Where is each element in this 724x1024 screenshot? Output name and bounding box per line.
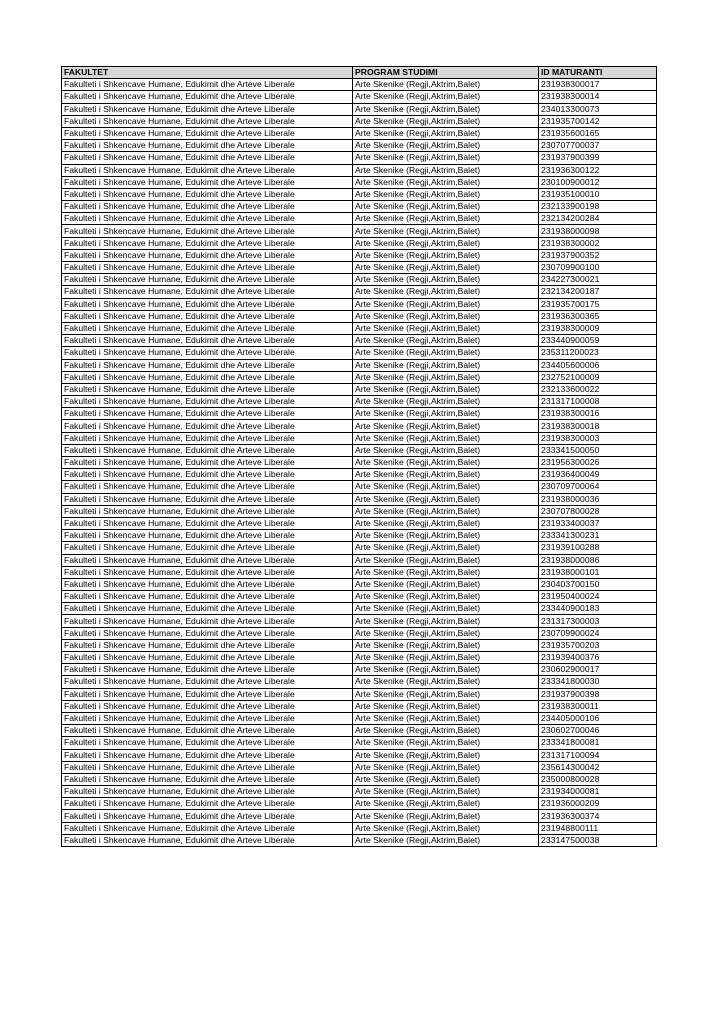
student-id-cell: 231950400024 [539,591,657,603]
faculty-cell: Fakulteti i Shkencave Humane, Edukimit dhe Arteve Liberale [62,639,353,651]
program-cell: Arte Skenike (Regji,Aktrim,Balet) [353,676,539,688]
table-row [62,420,657,432]
program-cell: Arte Skenike (Regji,Aktrim,Balet) [353,688,539,700]
table-row [62,810,657,822]
student-id-cell: 233147500038 [539,834,657,846]
table-row [62,79,657,91]
faculty-cell: Fakulteti i Shkencave Humane, Edukimit dhe Arteve Liberale [62,712,353,724]
program-cell: Arte Skenike (Regji,Aktrim,Balet) [353,700,539,712]
student-id-cell: 231938300011 [539,700,657,712]
table-row [62,91,657,103]
table-row [62,225,657,237]
table-row [62,249,657,261]
program-cell: Arte Skenike (Regji,Aktrim,Balet) [353,79,539,91]
program-cell: Arte Skenike (Regji,Aktrim,Balet) [353,274,539,286]
program-cell: Arte Skenike (Regji,Aktrim,Balet) [353,176,539,188]
student-id-cell: 231935700203 [539,639,657,651]
student-id-cell: 230100900012 [539,176,657,188]
program-cell: Arte Skenike (Regji,Aktrim,Balet) [353,530,539,542]
table-row [62,152,657,164]
faculty-cell: Fakulteti i Shkencave Humane, Edukimit dhe Arteve Liberale [62,603,353,615]
table-row [62,773,657,785]
faculty-cell: Fakulteti i Shkencave Humane, Edukimit dhe Arteve Liberale [62,798,353,810]
student-id-cell: 230707800028 [539,505,657,517]
program-cell: Arte Skenike (Regji,Aktrim,Balet) [353,542,539,554]
faculty-cell: Fakulteti i Shkencave Humane, Edukimit dhe Arteve Liberale [62,152,353,164]
program-cell: Arte Skenike (Regji,Aktrim,Balet) [353,798,539,810]
program-cell: Arte Skenike (Regji,Aktrim,Balet) [353,103,539,115]
table-row [62,457,657,469]
student-id-cell: 231317100094 [539,749,657,761]
faculty-cell: Fakulteti i Shkencave Humane, Edukimit dhe Arteve Liberale [62,298,353,310]
student-id-cell: 231936300122 [539,164,657,176]
program-cell: Arte Skenike (Regji,Aktrim,Balet) [353,493,539,505]
student-id-cell: 233440900183 [539,603,657,615]
program-cell: Arte Skenike (Regji,Aktrim,Balet) [353,237,539,249]
header-faculty: FAKULTET [62,67,353,79]
faculty-cell: Fakulteti i Shkencave Humane, Edukimit dhe Arteve Liberale [62,578,353,590]
student-id-cell: 232134200187 [539,286,657,298]
program-cell: Arte Skenike (Regji,Aktrim,Balet) [353,225,539,237]
student-id-cell: 231935100010 [539,188,657,200]
table-row [62,469,657,481]
faculty-cell: Fakulteti i Shkencave Humane, Edukimit dhe Arteve Liberale [62,262,353,274]
program-cell: Arte Skenike (Regji,Aktrim,Balet) [353,91,539,103]
student-id-cell: 231939100288 [539,542,657,554]
faculty-cell: Fakulteti i Shkencave Humane, Edukimit dhe Arteve Liberale [62,322,353,334]
program-cell: Arte Skenike (Regji,Aktrim,Balet) [353,737,539,749]
table-row [62,664,657,676]
student-id-cell: 235000800028 [539,773,657,785]
table-row [62,298,657,310]
table-row [62,444,657,456]
program-cell: Arte Skenike (Regji,Aktrim,Balet) [353,554,539,566]
table-row [62,725,657,737]
students-table [61,66,657,847]
table-row [62,274,657,286]
student-id-cell: 233341800030 [539,676,657,688]
student-id-cell: 230403700150 [539,578,657,590]
faculty-cell: Fakulteti i Shkencave Humane, Edukimit dhe Arteve Liberale [62,822,353,834]
faculty-cell: Fakulteti i Shkencave Humane, Edukimit dhe Arteve Liberale [62,115,353,127]
student-id-cell: 231938000036 [539,493,657,505]
table-row [62,347,657,359]
program-cell: Arte Skenike (Regji,Aktrim,Balet) [353,444,539,456]
faculty-cell: Fakulteti i Shkencave Humane, Edukimit dhe Arteve Liberale [62,286,353,298]
program-cell: Arte Skenike (Regji,Aktrim,Balet) [353,578,539,590]
faculty-cell: Fakulteti i Shkencave Humane, Edukimit dhe Arteve Liberale [62,700,353,712]
program-cell: Arte Skenike (Regji,Aktrim,Balet) [353,188,539,200]
table-row [62,432,657,444]
program-cell: Arte Skenike (Regji,Aktrim,Balet) [353,627,539,639]
program-cell: Arte Skenike (Regji,Aktrim,Balet) [353,396,539,408]
table-row [62,712,657,724]
table-row [62,834,657,846]
student-id-cell: 231938300014 [539,91,657,103]
student-id-cell: 231935600165 [539,127,657,139]
program-cell: Arte Skenike (Regji,Aktrim,Balet) [353,310,539,322]
student-id-cell: 231935700175 [539,298,657,310]
program-cell: Arte Skenike (Regji,Aktrim,Balet) [353,371,539,383]
table-row [62,127,657,139]
faculty-cell: Fakulteti i Shkencave Humane, Edukimit dhe Arteve Liberale [62,554,353,566]
program-cell: Arte Skenike (Regji,Aktrim,Balet) [353,152,539,164]
program-cell: Arte Skenike (Regji,Aktrim,Balet) [353,322,539,334]
student-id-cell: 235614300042 [539,761,657,773]
program-cell: Arte Skenike (Regji,Aktrim,Balet) [353,408,539,420]
program-cell: Arte Skenike (Regji,Aktrim,Balet) [353,603,539,615]
program-cell: Arte Skenike (Regji,Aktrim,Balet) [353,359,539,371]
table-row [62,335,657,347]
table-row [62,322,657,334]
table-row [62,408,657,420]
program-cell: Arte Skenike (Regji,Aktrim,Balet) [353,481,539,493]
table-row [62,493,657,505]
program-cell: Arte Skenike (Regji,Aktrim,Balet) [353,639,539,651]
table-row [62,761,657,773]
student-id-cell: 231938300009 [539,322,657,334]
program-cell: Arte Skenike (Regji,Aktrim,Balet) [353,262,539,274]
faculty-cell: Fakulteti i Shkencave Humane, Edukimit dhe Arteve Liberale [62,505,353,517]
table-row [62,262,657,274]
table-row [62,700,657,712]
faculty-cell: Fakulteti i Shkencave Humane, Edukimit dhe Arteve Liberale [62,773,353,785]
student-id-cell: 231956300026 [539,457,657,469]
faculty-cell: Fakulteti i Shkencave Humane, Edukimit dhe Arteve Liberale [62,749,353,761]
student-id-cell: 232752100009 [539,371,657,383]
table-row [62,603,657,615]
student-id-cell: 232133600022 [539,383,657,395]
faculty-cell: Fakulteti i Shkencave Humane, Edukimit dhe Arteve Liberale [62,834,353,846]
student-id-cell: 231938300016 [539,408,657,420]
table-row [62,383,657,395]
table-row [62,615,657,627]
faculty-cell: Fakulteti i Shkencave Humane, Edukimit dhe Arteve Liberale [62,725,353,737]
program-cell: Arte Skenike (Regji,Aktrim,Balet) [353,127,539,139]
program-cell: Arte Skenike (Regji,Aktrim,Balet) [353,115,539,127]
table-row [62,822,657,834]
student-id-cell: 230602700046 [539,725,657,737]
table-row [62,188,657,200]
table-row [62,140,657,152]
table-row [62,578,657,590]
program-cell: Arte Skenike (Regji,Aktrim,Balet) [353,834,539,846]
student-id-cell: 233440900059 [539,335,657,347]
student-id-cell: 231948800111 [539,822,657,834]
table-row [62,786,657,798]
student-id-cell: 231937900399 [539,152,657,164]
faculty-cell: Fakulteti i Shkencave Humane, Edukimit dhe Arteve Liberale [62,786,353,798]
program-cell: Arte Skenike (Regji,Aktrim,Balet) [353,566,539,578]
student-id-cell: 231936300365 [539,310,657,322]
program-cell: Arte Skenike (Regji,Aktrim,Balet) [353,712,539,724]
student-id-cell: 234013300073 [539,103,657,115]
student-id-cell: 233341800081 [539,737,657,749]
table-row [62,213,657,225]
faculty-cell: Fakulteti i Shkencave Humane, Edukimit dhe Arteve Liberale [62,127,353,139]
student-id-cell: 231936400049 [539,469,657,481]
student-id-cell: 234405000106 [539,712,657,724]
program-cell: Arte Skenike (Regji,Aktrim,Balet) [353,432,539,444]
table-row [62,505,657,517]
program-cell: Arte Skenike (Regji,Aktrim,Balet) [353,615,539,627]
program-cell: Arte Skenike (Regji,Aktrim,Balet) [353,822,539,834]
faculty-cell: Fakulteti i Shkencave Humane, Edukimit dhe Arteve Liberale [62,188,353,200]
faculty-cell: Fakulteti i Shkencave Humane, Edukimit dhe Arteve Liberale [62,140,353,152]
table-row [62,481,657,493]
student-id-cell: 231938300002 [539,237,657,249]
student-id-cell: 231938300017 [539,79,657,91]
faculty-cell: Fakulteti i Shkencave Humane, Edukimit dhe Arteve Liberale [62,761,353,773]
table-row [62,676,657,688]
table-row [62,176,657,188]
table-row [62,737,657,749]
student-id-cell: 231938000098 [539,225,657,237]
student-id-cell: 230602900017 [539,664,657,676]
program-cell: Arte Skenike (Regji,Aktrim,Balet) [353,761,539,773]
faculty-cell: Fakulteti i Shkencave Humane, Edukimit dhe Arteve Liberale [62,457,353,469]
faculty-cell: Fakulteti i Shkencave Humane, Edukimit dhe Arteve Liberale [62,481,353,493]
faculty-cell: Fakulteti i Shkencave Humane, Edukimit dhe Arteve Liberale [62,396,353,408]
faculty-cell: Fakulteti i Shkencave Humane, Edukimit dhe Arteve Liberale [62,469,353,481]
table-row [62,103,657,115]
student-id-cell: 234227300021 [539,274,657,286]
faculty-cell: Fakulteti i Shkencave Humane, Edukimit dhe Arteve Liberale [62,615,353,627]
student-id-cell: 231317100008 [539,396,657,408]
program-cell: Arte Skenike (Regji,Aktrim,Balet) [353,383,539,395]
table-row [62,554,657,566]
faculty-cell: Fakulteti i Shkencave Humane, Edukimit dhe Arteve Liberale [62,310,353,322]
student-id-cell: 231935700142 [539,115,657,127]
program-cell: Arte Skenike (Regji,Aktrim,Balet) [353,335,539,347]
program-cell: Arte Skenike (Regji,Aktrim,Balet) [353,591,539,603]
program-cell: Arte Skenike (Regji,Aktrim,Balet) [353,773,539,785]
program-cell: Arte Skenike (Regji,Aktrim,Balet) [353,140,539,152]
program-cell: Arte Skenike (Regji,Aktrim,Balet) [353,725,539,737]
program-cell: Arte Skenike (Regji,Aktrim,Balet) [353,517,539,529]
table-row [62,749,657,761]
faculty-cell: Fakulteti i Shkencave Humane, Edukimit dhe Arteve Liberale [62,688,353,700]
faculty-cell: Fakulteti i Shkencave Humane, Edukimit dhe Arteve Liberale [62,542,353,554]
faculty-cell: Fakulteti i Shkencave Humane, Edukimit dhe Arteve Liberale [62,652,353,664]
table-row [62,798,657,810]
table-row [62,286,657,298]
table-row [62,201,657,213]
faculty-cell: Fakulteti i Shkencave Humane, Edukimit dhe Arteve Liberale [62,249,353,261]
student-id-cell: 235311200023 [539,347,657,359]
table-row [62,639,657,651]
faculty-cell: Fakulteti i Shkencave Humane, Edukimit dhe Arteve Liberale [62,530,353,542]
program-cell: Arte Skenike (Regji,Aktrim,Balet) [353,420,539,432]
student-id-cell: 231938000101 [539,566,657,578]
student-id-cell: 231938000086 [539,554,657,566]
table-row [62,652,657,664]
faculty-cell: Fakulteti i Shkencave Humane, Edukimit dhe Arteve Liberale [62,176,353,188]
faculty-cell: Fakulteti i Shkencave Humane, Edukimit dhe Arteve Liberale [62,103,353,115]
table-row [62,237,657,249]
table-row [62,566,657,578]
faculty-cell: Fakulteti i Shkencave Humane, Edukimit dhe Arteve Liberale [62,359,353,371]
faculty-cell: Fakulteti i Shkencave Humane, Edukimit dhe Arteve Liberale [62,335,353,347]
program-cell: Arte Skenike (Regji,Aktrim,Balet) [353,810,539,822]
faculty-cell: Fakulteti i Shkencave Humane, Edukimit dhe Arteve Liberale [62,591,353,603]
program-cell: Arte Skenike (Regji,Aktrim,Balet) [353,664,539,676]
program-cell: Arte Skenike (Regji,Aktrim,Balet) [353,298,539,310]
program-cell: Arte Skenike (Regji,Aktrim,Balet) [353,749,539,761]
faculty-cell: Fakulteti i Shkencave Humane, Edukimit dhe Arteve Liberale [62,432,353,444]
student-id-cell: 233341300231 [539,530,657,542]
faculty-cell: Fakulteti i Shkencave Humane, Edukimit dhe Arteve Liberale [62,810,353,822]
faculty-cell: Fakulteti i Shkencave Humane, Edukimit dhe Arteve Liberale [62,347,353,359]
faculty-cell: Fakulteti i Shkencave Humane, Edukimit dhe Arteve Liberale [62,408,353,420]
table-row [62,627,657,639]
faculty-cell: Fakulteti i Shkencave Humane, Edukimit dhe Arteve Liberale [62,91,353,103]
table-row [62,359,657,371]
faculty-cell: Fakulteti i Shkencave Humane, Edukimit dhe Arteve Liberale [62,225,353,237]
student-id-cell: 231939400376 [539,652,657,664]
faculty-cell: Fakulteti i Shkencave Humane, Edukimit dhe Arteve Liberale [62,420,353,432]
program-cell: Arte Skenike (Regji,Aktrim,Balet) [353,347,539,359]
table-row [62,688,657,700]
program-cell: Arte Skenike (Regji,Aktrim,Balet) [353,469,539,481]
program-cell: Arte Skenike (Regji,Aktrim,Balet) [353,213,539,225]
faculty-cell: Fakulteti i Shkencave Humane, Edukimit dhe Arteve Liberale [62,444,353,456]
student-id-cell: 230709900100 [539,262,657,274]
faculty-cell: Fakulteti i Shkencave Humane, Edukimit dhe Arteve Liberale [62,201,353,213]
table-row [62,530,657,542]
student-id-cell: 231936000209 [539,798,657,810]
faculty-cell: Fakulteti i Shkencave Humane, Edukimit dhe Arteve Liberale [62,371,353,383]
program-cell: Arte Skenike (Regji,Aktrim,Balet) [353,505,539,517]
program-cell: Arte Skenike (Regji,Aktrim,Balet) [353,201,539,213]
table-row [62,517,657,529]
program-cell: Arte Skenike (Regji,Aktrim,Balet) [353,249,539,261]
student-id-cell: 232133900198 [539,201,657,213]
faculty-cell: Fakulteti i Shkencave Humane, Edukimit dhe Arteve Liberale [62,517,353,529]
student-id-cell: 231938300003 [539,432,657,444]
table-row [62,115,657,127]
student-id-cell: 231317300003 [539,615,657,627]
faculty-cell: Fakulteti i Shkencave Humane, Edukimit dhe Arteve Liberale [62,627,353,639]
student-id-cell: 231937900398 [539,688,657,700]
table-row [62,371,657,383]
student-id-cell: 231933400037 [539,517,657,529]
table-row [62,396,657,408]
faculty-cell: Fakulteti i Shkencave Humane, Edukimit dhe Arteve Liberale [62,664,353,676]
student-id-cell: 231934000081 [539,786,657,798]
student-id-cell: 231936300374 [539,810,657,822]
program-cell: Arte Skenike (Regji,Aktrim,Balet) [353,164,539,176]
faculty-cell: Fakulteti i Shkencave Humane, Edukimit dhe Arteve Liberale [62,383,353,395]
student-id-cell: 234405600006 [539,359,657,371]
student-id-cell: 231937900352 [539,249,657,261]
student-id-cell: 230707700037 [539,140,657,152]
header-program: PROGRAM STUDIMI [353,67,539,79]
header-row [62,67,657,79]
faculty-cell: Fakulteti i Shkencave Humane, Edukimit dhe Arteve Liberale [62,676,353,688]
faculty-cell: Fakulteti i Shkencave Humane, Edukimit dhe Arteve Liberale [62,79,353,91]
table-body [62,79,657,847]
faculty-cell: Fakulteti i Shkencave Humane, Edukimit dhe Arteve Liberale [62,566,353,578]
table-row [62,310,657,322]
program-cell: Arte Skenike (Regji,Aktrim,Balet) [353,652,539,664]
faculty-cell: Fakulteti i Shkencave Humane, Edukimit dhe Arteve Liberale [62,237,353,249]
student-id-cell: 231938300018 [539,420,657,432]
faculty-cell: Fakulteti i Shkencave Humane, Edukimit dhe Arteve Liberale [62,213,353,225]
table-row [62,591,657,603]
student-id-cell: 230709900024 [539,627,657,639]
program-cell: Arte Skenike (Regji,Aktrim,Balet) [353,457,539,469]
program-cell: Arte Skenike (Regji,Aktrim,Balet) [353,786,539,798]
student-id-cell: 233341500050 [539,444,657,456]
faculty-cell: Fakulteti i Shkencave Humane, Edukimit dhe Arteve Liberale [62,493,353,505]
student-id-cell: 230709700064 [539,481,657,493]
student-id-cell: 232134200284 [539,213,657,225]
header-student-id: ID MATURANTI [539,67,657,79]
faculty-cell: Fakulteti i Shkencave Humane, Edukimit dhe Arteve Liberale [62,274,353,286]
faculty-cell: Fakulteti i Shkencave Humane, Edukimit dhe Arteve Liberale [62,164,353,176]
program-cell: Arte Skenike (Regji,Aktrim,Balet) [353,286,539,298]
table-row [62,542,657,554]
faculty-cell: Fakulteti i Shkencave Humane, Edukimit dhe Arteve Liberale [62,737,353,749]
table-row [62,164,657,176]
